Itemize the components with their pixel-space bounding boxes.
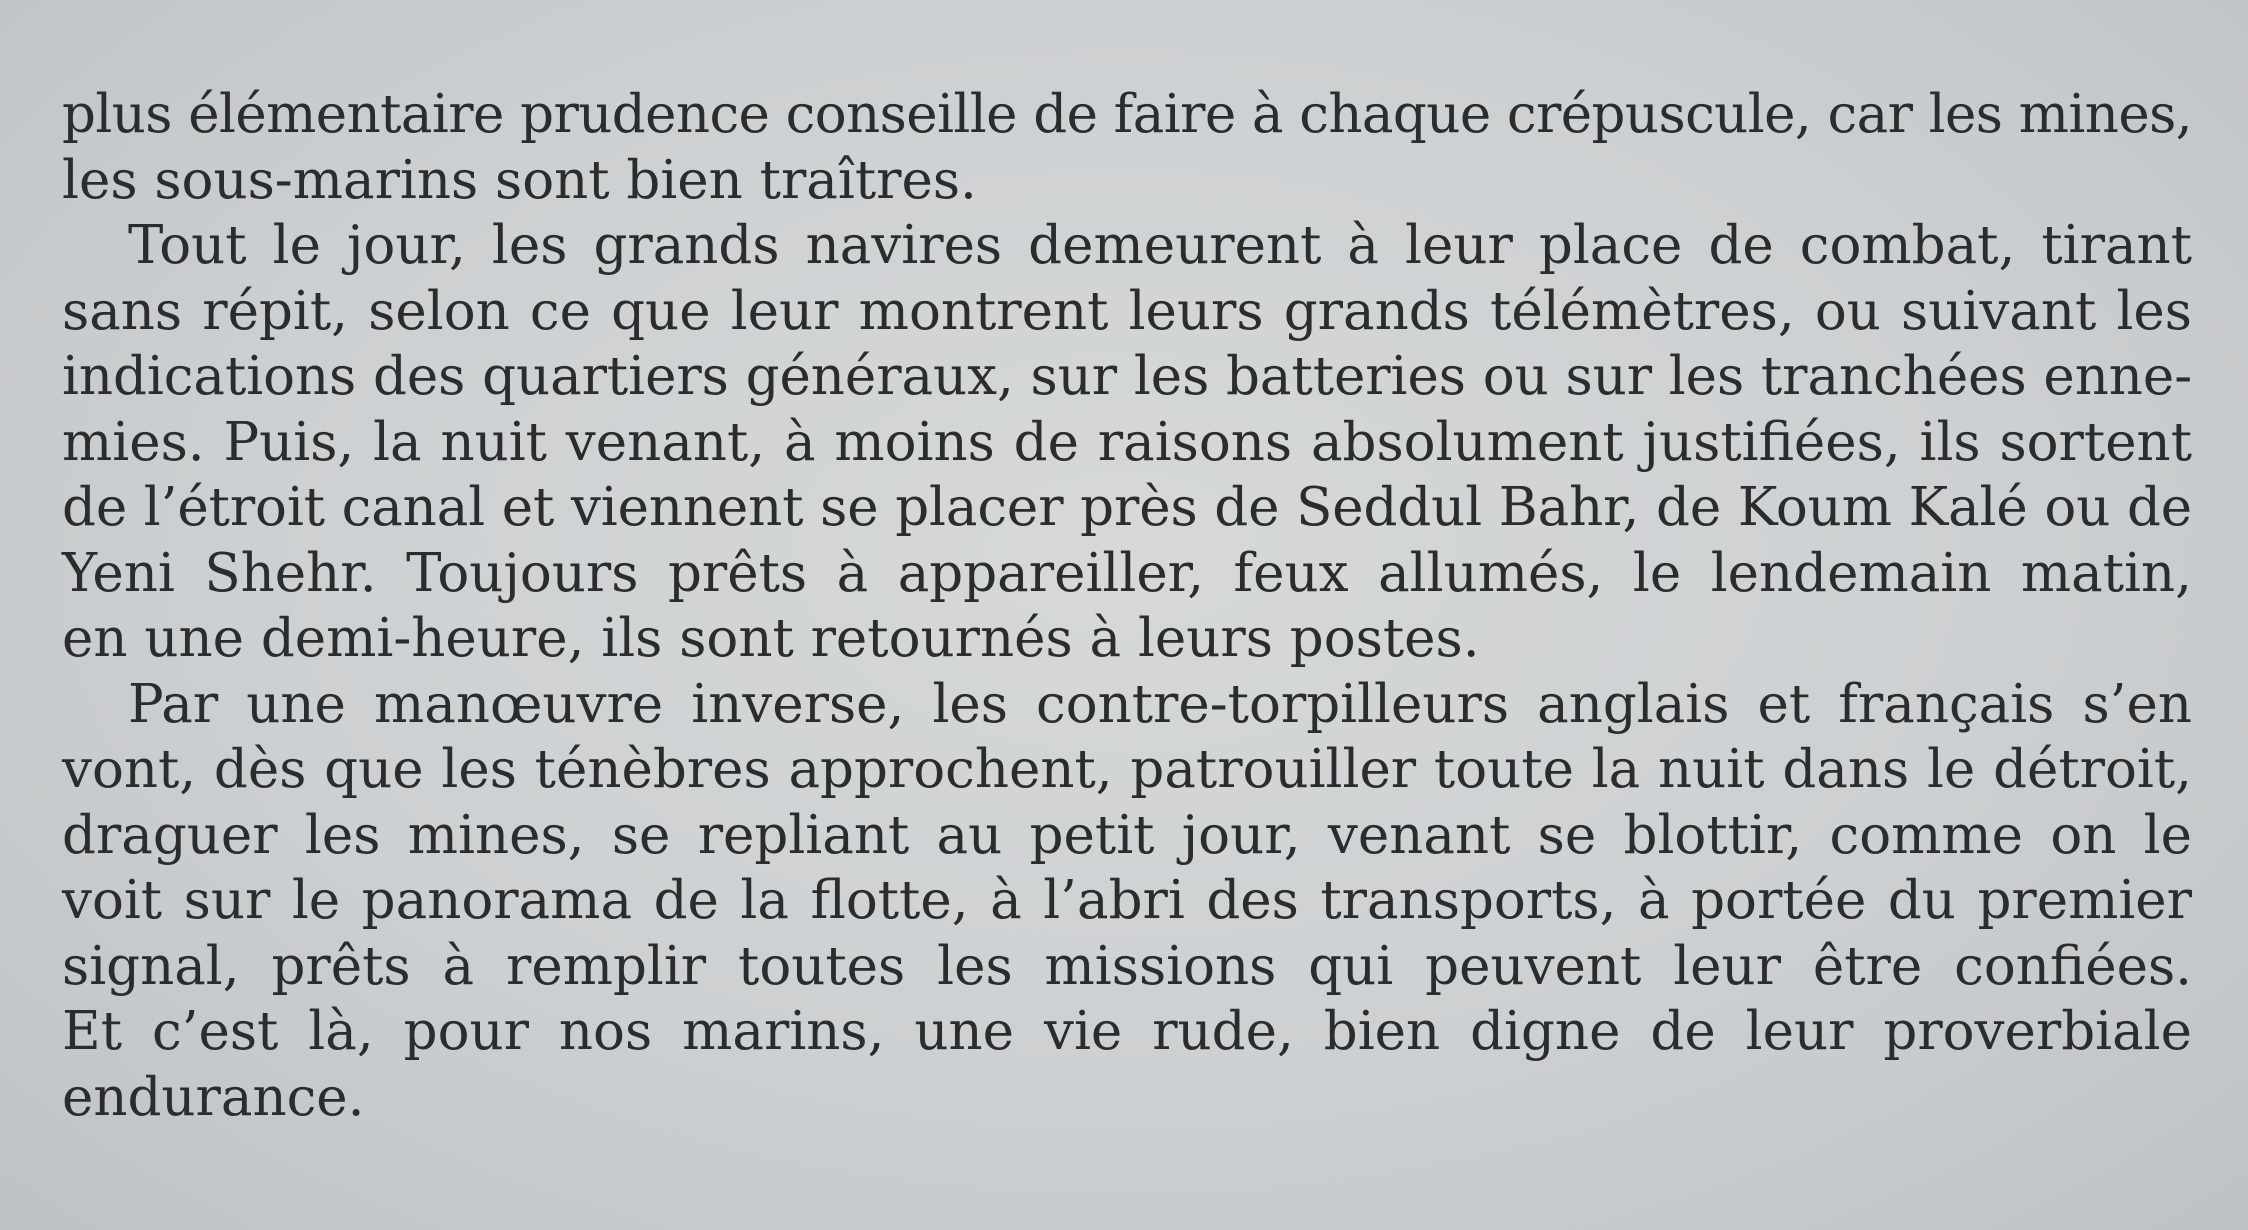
text-line: sans répit, selon ce que leur montrent leurs grands télémètres, ou suivant les bbox=[62, 280, 2192, 342]
text-line: Et c’est là, pour nos marins, une vie rude, bien digne de leur proverbiale bbox=[62, 1001, 2192, 1062]
text-line: draguer les mines, se repliant au petit jour, venant se blottir, comme on le bbox=[62, 804, 2192, 866]
text-line: indications des quartiers généraux, sur les batteries ou sur les tranchées enne- bbox=[62, 346, 2193, 407]
paragraph-2 bbox=[62, 213, 2192, 672]
paragraph-3 bbox=[62, 672, 2192, 1131]
text-line: voit sur le panorama de la flotte, à l’abri des transports, à portée du premier bbox=[62, 870, 2192, 931]
text-line: mies. Puis, la nuit venant, à moins de raisons absolument justifiées, ils sortent bbox=[62, 411, 2192, 473]
book-page-text bbox=[62, 82, 2192, 1130]
text-line: signal, prêts à remplir toutes les missions qui peuvent leur être confiées. bbox=[62, 935, 2192, 997]
text-line: en une demi-heure, ils sont retournés à leurs postes. bbox=[62, 608, 1480, 669]
text-line: les sous-marins sont bien traîtres. bbox=[62, 149, 977, 211]
text-line: Yeni Shehr. Toujours prêts à appareiller, feux allumés, le lendemain matin, bbox=[62, 542, 2192, 604]
text-line: Par une manœuvre inverse, les contre-torpilleurs anglais et français s’en bbox=[128, 673, 2192, 735]
paragraph-1 bbox=[62, 82, 2192, 213]
text-line: Tout le jour, les grands navires demeurent à leur place de combat, tirant bbox=[128, 215, 2192, 276]
text-line: de l’étroit canal et viennent se placer près de Seddul Bahr, de Koum Kalé ou de bbox=[62, 477, 2193, 538]
text-line: vont, dès que les ténèbres approchent, patrouiller toute la nuit dans le détroit, bbox=[62, 739, 2192, 800]
text-line: endurance. bbox=[62, 1066, 365, 1128]
text-line: plus élémentaire prudence conseille de faire à chaque crépuscule, car les mines, bbox=[62, 84, 2192, 145]
